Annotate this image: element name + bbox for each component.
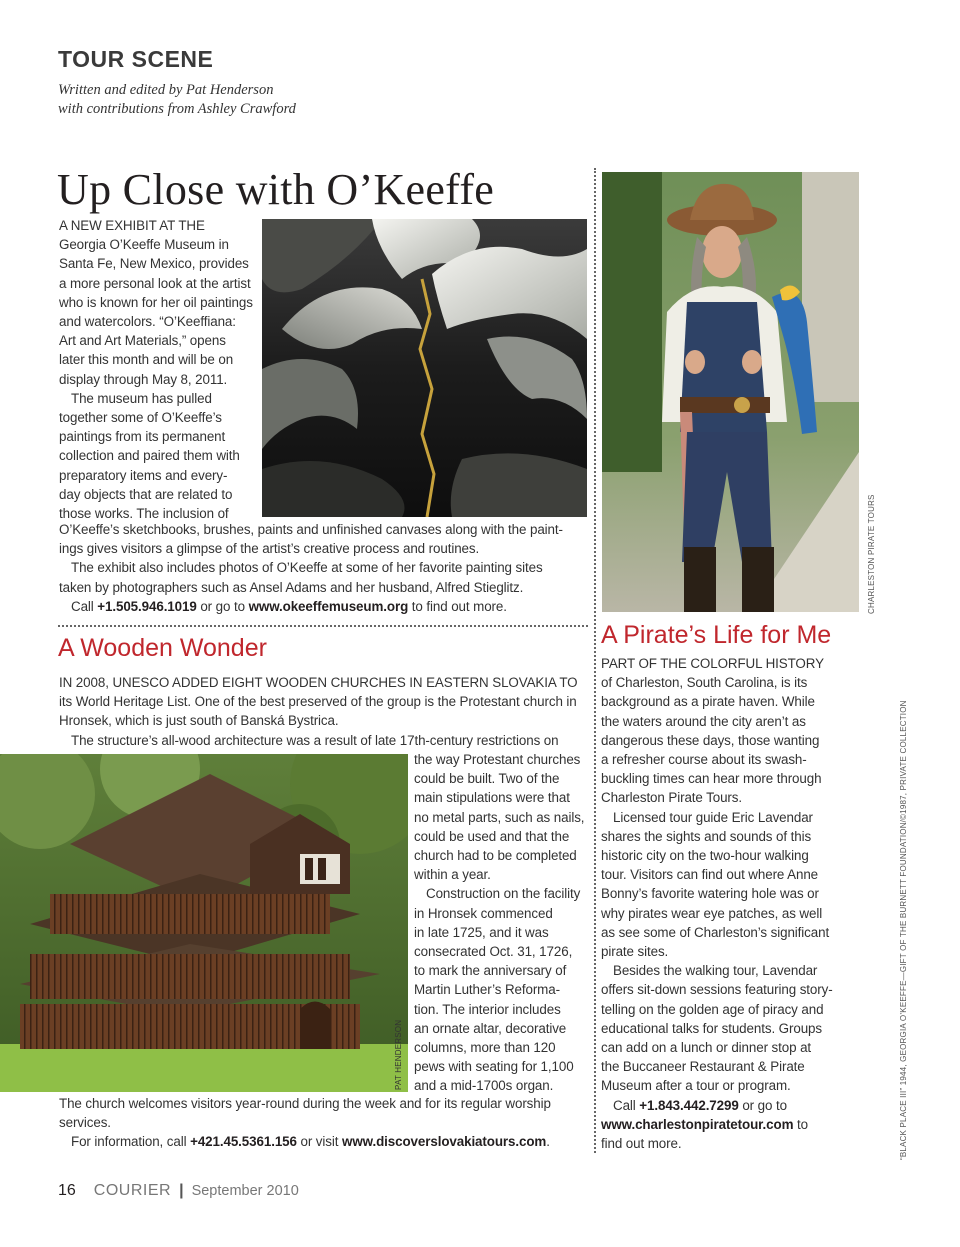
- text-line: dangerous these days, those wanting: [601, 732, 820, 748]
- text-fragment: or visit: [296, 1134, 342, 1150]
- text-line: Charleston Pirate Tours.: [601, 790, 742, 806]
- byline-line-1: Written and edited by Pat Henderson: [58, 82, 274, 98]
- text-line: together some of O’Keeffe’s: [59, 410, 222, 426]
- okeeffe-phone[interactable]: +1.505.946.1019: [97, 598, 197, 614]
- text-fragment: .: [546, 1134, 550, 1150]
- text-line: could be built. Two of the: [414, 771, 560, 787]
- text-line: Bonny’s favorite watering hole was or: [601, 886, 819, 902]
- pirate-phone[interactable]: +1.843.442.7299: [639, 1097, 739, 1113]
- text-line: Licensed tour guide Eric Lavendar: [613, 809, 813, 825]
- wooden-contact-line: [59, 1132, 591, 1151]
- text-line: the waters around the city aren’t as: [601, 713, 806, 729]
- issue-date: September 2010: [191, 1183, 299, 1199]
- text-line: The structure’s all-wood architecture was a result of late 17th-century restrictions on: [71, 732, 559, 748]
- text-fragment: to: [793, 1116, 808, 1132]
- wooden-phone[interactable]: +421.45.5361.156: [190, 1134, 297, 1150]
- text-line: consecrated Oct. 31, 1726,: [414, 944, 573, 960]
- wooden-body-side: [414, 750, 592, 1096]
- text-line: PART OF THE COLORFUL HISTORY: [601, 656, 824, 671]
- okeeffe-body-narrow: [59, 216, 259, 523]
- call-label: Call: [71, 598, 98, 614]
- text-line: O’Keeffe’s sketchbooks, brushes, paints and unfinished canvases along with the paint-: [59, 522, 563, 537]
- byline-line-2: with contributions from Ashley Crawford: [58, 101, 296, 117]
- text-line: The exhibit also includes photos of O’Keeffe at some of her favorite painting sites: [71, 560, 543, 576]
- text-line: Construction on the facility: [426, 886, 581, 902]
- section-divider-horizontal: [58, 625, 588, 627]
- text-line: later this month and will be on: [59, 352, 234, 368]
- wooden-url-link[interactable]: www.discoverslovakiatours.com: [342, 1134, 547, 1150]
- text-line: find out more.: [601, 1136, 682, 1152]
- text-line: shares the sights and sounds of this: [601, 828, 812, 844]
- text-line: pews with seating for 1,100: [414, 1059, 574, 1075]
- text-line: taken by photographers such as Ansel Adams and her husband, Alfred Stieglitz.: [59, 579, 524, 595]
- text-line: telling on the golden age of piracy and: [601, 1001, 824, 1017]
- text-line: of Charleston, South Carolina, is its: [601, 675, 808, 691]
- pirate-photo-image: [602, 172, 859, 612]
- text-line: Santa Fe, New Mexico, provides: [59, 256, 249, 272]
- okeeffe-contact-line: [59, 597, 589, 616]
- text-line: a more personal look at the artist: [59, 275, 251, 291]
- text-line: services.: [59, 1115, 111, 1131]
- text-line: the Buccaneer Restaurant & Pirate: [601, 1059, 805, 1075]
- okeeffe-url-link[interactable]: www.okeeffemuseum.org: [248, 598, 409, 614]
- text-line: in late 1725, and it was: [414, 924, 549, 940]
- text-line: an ornate altar, decorative: [414, 1020, 567, 1036]
- footer-separator: |: [179, 1182, 184, 1199]
- magazine-name: COURIER: [93, 1182, 172, 1199]
- church-photo-credit: PAT HENDERSON: [394, 1019, 403, 1090]
- section-title: TOUR SCENE: [58, 46, 214, 72]
- text-line: A NEW EXHIBIT AT THE: [59, 218, 205, 233]
- text-line: pirate sites.: [601, 944, 669, 960]
- pirate-body: [601, 654, 861, 1153]
- wooden-body-bottom: [59, 1094, 591, 1152]
- text-line: its World Heritage List. One of the best preserved of the group is the Protestant church in: [59, 694, 577, 710]
- text-line: Hronsek, which is just south of Banská Bystrica.: [59, 713, 339, 729]
- text-line: church had to be completed: [414, 848, 577, 864]
- byline: [58, 81, 296, 119]
- text-line: preparatory items and every-: [59, 467, 228, 483]
- page-footer: [58, 1182, 299, 1200]
- wooden-headline: A Wooden Wonder: [58, 634, 267, 662]
- okeeffe-painting-credit: “BLACK PLACE III” 1944, GEORGIA O’KEEFFE—GIFT OF THE BURNETT FOUNDATION/©1987, PRIVATE COLLECTION: [899, 700, 908, 1160]
- text-line: buckling times can hear more through: [601, 771, 822, 787]
- text-line: display through May 8, 2011.: [59, 371, 228, 387]
- text-line: The museum has pulled: [71, 390, 212, 406]
- text-line: Art and Art Materials,” opens: [59, 333, 226, 349]
- text-line: those works. The inclusion of: [59, 506, 229, 522]
- wooden-body-top: [59, 673, 591, 750]
- text-fragment: or go to: [738, 1097, 787, 1113]
- call-label: Call: [613, 1097, 640, 1113]
- text-line: within a year.: [414, 867, 491, 883]
- text-line: as see some of Charleston’s significant: [601, 924, 830, 940]
- text-line: columns, more than 120: [414, 1040, 556, 1056]
- column-divider-vertical: [594, 168, 596, 1153]
- text-line: Besides the walking tour, Lavendar: [613, 963, 818, 979]
- text-line: background as a pirate haven. While: [601, 694, 815, 710]
- text-line: IN 2008, UNESCO ADDED EIGHT WOODEN CHURCHES IN EASTERN SLOVAKIA TO: [59, 675, 578, 690]
- text-line: main stipulations were that: [414, 790, 570, 806]
- text-line: paintings from its permanent: [59, 429, 226, 445]
- wooden-church-image: [0, 754, 408, 1092]
- pirate-url-line: [601, 1115, 861, 1134]
- text-line: a refresher course about its swash-: [601, 752, 807, 768]
- text-line: could be used and that the: [414, 828, 570, 844]
- text-fragment: or go to: [196, 598, 249, 614]
- text-line: Georgia O’Keeffe Museum in: [59, 237, 229, 253]
- text-line: day objects that are related to: [59, 486, 233, 502]
- text-line: and a mid-1700s organ.: [414, 1078, 554, 1094]
- text-line: ings gives visitors a glimpse of the artist’s creative process and routines.: [59, 541, 480, 557]
- text-line: no metal parts, such as nails,: [414, 809, 585, 825]
- pirate-headline: A Pirate’s Life for Me: [601, 621, 832, 649]
- pirate-contact-line: [601, 1096, 861, 1115]
- okeeffe-painting-image: [262, 219, 587, 517]
- text-line: and watercolors. “O’Keeffiana:: [59, 314, 236, 330]
- text-line: who is known for her oil paintings: [59, 294, 253, 310]
- text-fragment: to find out more.: [408, 598, 507, 614]
- text-line: why pirates wear eye patches, as well: [601, 905, 823, 921]
- okeeffe-headline: Up Close with O’Keeffe: [57, 165, 495, 214]
- text-line: collection and paired them with: [59, 448, 240, 464]
- text-line: the way Protestant churches: [414, 752, 581, 767]
- text-line: educational talks for students. Groups: [601, 1020, 822, 1036]
- pirate-photo-credit: CHARLESTON PIRATE TOURS: [867, 494, 876, 614]
- text-line: historic city on the two-hour walking: [601, 848, 809, 864]
- okeeffe-body-wide: [59, 520, 589, 616]
- text-line: tour. Visitors can find out where Anne: [601, 867, 819, 883]
- text-line: Martin Luther’s Reforma-: [414, 982, 560, 998]
- text-line: Museum after a tour or program.: [601, 1078, 791, 1094]
- pirate-url-link[interactable]: www.charlestonpiratetour.com: [601, 1116, 794, 1132]
- text-line: The church welcomes visitors year-round during the week and for its regular worship: [59, 1096, 551, 1111]
- info-label: For information, call: [71, 1134, 191, 1150]
- text-line: in Hronsek commenced: [414, 905, 553, 921]
- text-line: to mark the anniversary of: [414, 963, 567, 979]
- page-number: 16: [58, 1182, 76, 1199]
- text-line: can add on a lunch or dinner stop at: [601, 1040, 812, 1056]
- text-line: tion. The interior includes: [414, 1001, 561, 1017]
- text-line: offers sit-down sessions featuring story-: [601, 982, 833, 998]
